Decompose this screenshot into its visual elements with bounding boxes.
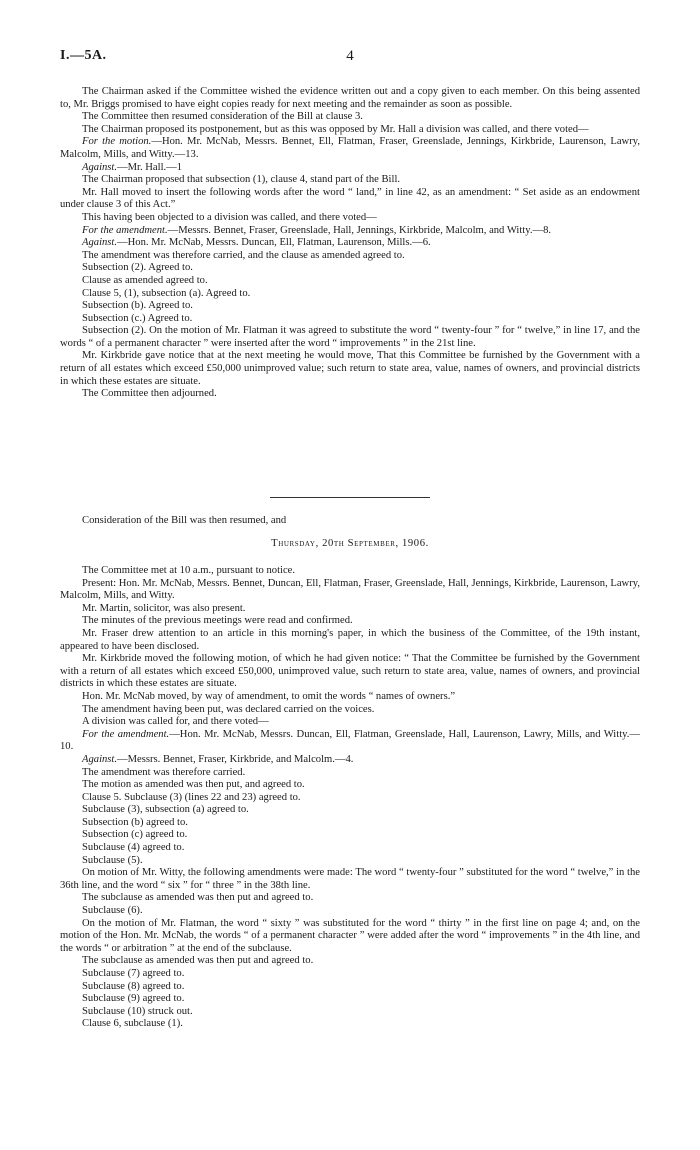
vote-label: Against. xyxy=(82,161,118,173)
paragraph xyxy=(60,136,640,161)
vote-label: For the motion. xyxy=(82,136,152,148)
minutes-section-2 xyxy=(60,565,640,1031)
paragraph xyxy=(60,628,640,653)
paragraph xyxy=(60,955,640,968)
paragraph xyxy=(60,288,640,301)
paragraph-text: Clause 5, (1), subsection (a). Agreed to. xyxy=(82,287,251,299)
paragraph xyxy=(60,162,640,175)
paragraph-text: The minutes of the previous meetings were read and confirmed. xyxy=(82,615,353,627)
paragraph xyxy=(60,111,640,124)
paragraph xyxy=(60,212,640,225)
paragraph-text: Clause 6, subclause (1). xyxy=(82,1018,183,1030)
paragraph-text: The amendment was therefore carried. xyxy=(82,766,246,778)
paragraph-text: Mr. Hall moved to insert the following words after the word “ land,” in line 42, as an amendment: “ Set aside as an endowment under clause 3 of this Act.” xyxy=(60,186,640,211)
paragraph-text: On the motion of Mr. Flatman, the word “ sixty ” was substituted for the word “ thirty ” in the first line on page 4; and, on the motion of the Hon. Mr. McNab, the words “ of a permanent character ” were added after the word “ improvements ” in the 4th line, and the words “ or arbitration ” at the end of the subclause. xyxy=(60,917,640,954)
paragraph xyxy=(60,578,640,603)
paragraph-text: Subclause (9) agreed to. xyxy=(82,993,185,1005)
paragraph-text: Subsection (c) agreed to. xyxy=(82,829,188,841)
paragraph-text: The amendment having been put, was declared carried on the voices. xyxy=(82,703,375,715)
paragraph-text: The subclause as amended was then put and agreed to. xyxy=(82,955,314,967)
paragraph xyxy=(60,716,640,729)
paragraph xyxy=(60,313,640,326)
vote-label: For the amendment. xyxy=(82,224,168,236)
paragraph xyxy=(60,124,640,137)
paragraph xyxy=(60,187,640,212)
paragraph-text: The Committee met at 10 a.m., pursuant to notice. xyxy=(82,565,296,576)
paragraph-text: —Messrs. Bennet, Fraser, Kirkbride, and Malcolm.—4. xyxy=(117,753,354,765)
paragraph xyxy=(60,918,640,956)
paragraph-text: The amendment was therefore carried, and the clause as amended agreed to. xyxy=(82,249,405,261)
paragraph xyxy=(60,754,640,767)
paragraph-text: On motion of Mr. Witty, the following amendments were made: The word “ twenty-four ” substituted for the word “ twelve,” in the 36th line, and the word “ six ” for “ three ” in the 38th line. xyxy=(60,867,640,891)
paragraph xyxy=(60,300,640,313)
paragraph xyxy=(60,855,640,868)
paragraph-text: The Committee then resumed consideration of the Bill at clause 3. xyxy=(82,111,363,123)
page-number: 4 xyxy=(346,48,354,64)
paragraph-text: Subclause (4) agreed to. xyxy=(82,842,185,854)
paragraph xyxy=(60,691,640,704)
paragraph-text: Subsection (2). Agreed to. xyxy=(82,262,193,274)
paragraph xyxy=(60,792,640,805)
page-header xyxy=(60,48,640,68)
paragraph-text: —Hon. Mr. McNab, Messrs. Duncan, Ell, Flatman, Laurenson, Mills.—6. xyxy=(117,237,431,249)
paragraph xyxy=(60,350,640,388)
resumed-line: Consideration of the Bill was then resumed, and xyxy=(82,515,287,526)
paragraph-text: Subclause (3), subsection (a) agreed to. xyxy=(82,804,249,816)
paragraph xyxy=(60,86,640,111)
paragraph-text: —Hon. Mr. McNab, Messrs. Bennet, Ell, Flatman, Fraser, Greenslade, Jennings, Kirkbride, Laurenson, Lawry, Malcolm, Mills, and Witty.—13. xyxy=(60,136,640,160)
paragraph xyxy=(60,767,640,780)
paragraph-text: —Messrs. Bennet, Fraser, Greenslade, Hall, Jennings, Kirkbride, Malcolm, and Witty.—8. xyxy=(167,224,552,236)
paragraph-text: Hon. Mr. McNab moved, by way of amendment, to omit the words “ names of owners.” xyxy=(82,690,456,702)
paragraph-text: Subsection (b) agreed to. xyxy=(82,816,188,828)
paragraph-text: —Mr. Hall.—1 xyxy=(117,161,183,173)
paragraph-text: A division was called for, and there voted— xyxy=(82,716,269,728)
paragraph xyxy=(60,225,640,238)
paragraph xyxy=(60,981,640,994)
paragraph xyxy=(60,704,640,717)
paragraph xyxy=(60,262,640,275)
paragraph-text: Mr. Kirkbride moved the following motion, of which he had given notice: “ That the Committee be furnished by the Government with a return of all estates which exceed £50,000, unimproved value, such return to state area, value, names of owners, and provincial districts in which these estates are situate. xyxy=(60,653,640,690)
document-reference: I.—5A. xyxy=(60,48,107,63)
paragraph-text: Subclause (6). xyxy=(82,905,143,917)
paragraph-text: Mr. Fraser drew attention to an article in this morning's paper, in which the business of the Committee, of the 19th instant, appeared to have been disclosed. xyxy=(60,627,640,652)
paragraph xyxy=(60,968,640,981)
paragraph xyxy=(60,867,640,892)
paragraph xyxy=(60,325,640,350)
paragraph xyxy=(60,993,640,1006)
paragraph-text: Subclause (8) agreed to. xyxy=(82,980,185,992)
paragraph-text: Clause as amended agreed to. xyxy=(82,274,208,286)
paragraph xyxy=(60,779,640,792)
paragraph xyxy=(60,275,640,288)
paragraph xyxy=(60,817,640,830)
paragraph xyxy=(60,615,640,628)
paragraph-text: The Chairman proposed its postponement, but as this was opposed by Mr. Hall a division was called, and there voted— xyxy=(82,123,589,135)
paragraph-text: Mr. Martin, solicitor, was also present. xyxy=(82,602,246,614)
section-divider xyxy=(270,497,430,498)
paragraph-text: Subsection (c.) Agreed to. xyxy=(82,312,193,324)
paragraph xyxy=(60,804,640,817)
paragraph-text: The Chairman asked if the Committee wished the evidence written out and a copy given to each member. On this being assented to, Mr. Briggs promised to have eight copies ready for next meeting and the remainder as soon as possible. xyxy=(60,86,640,110)
paragraph xyxy=(60,250,640,263)
paragraph-text: Subclause (5). xyxy=(82,854,143,866)
paragraph xyxy=(60,388,640,401)
vote-label: Against. xyxy=(82,237,118,249)
paragraph-text: The motion as amended was then put, and agreed to. xyxy=(82,779,305,791)
paragraph-text: Subclause (7) agreed to. xyxy=(82,968,185,979)
vote-label: Against. xyxy=(82,753,118,765)
paragraph-text: Subsection (b). Agreed to. xyxy=(82,300,193,312)
paragraph-text: Subclause (10) struck out. xyxy=(82,1005,193,1017)
paragraph-text: Subsection (2). On the motion of Mr. Flatman it was agreed to substitute the word “ twenty-four ” for “ twelve,” in line 17, and the words “ of a permanent character ” were inserted after the word “ improvements ” in the 21st line. xyxy=(60,325,640,349)
paragraph xyxy=(60,603,640,616)
vote-label: For the amendment. xyxy=(82,728,170,740)
paragraph-text: The Committee then adjourned. xyxy=(82,388,217,400)
paragraph-text: Mr. Kirkbride gave notice that at the next meeting he would move, That this Committee be furnished by the Government with a return of all estates which exceed £50,000 unimproved value; such return to state area, value, names of owners, and provincial districts in which these estates are situate. xyxy=(60,350,640,387)
date-heading: Thursday, 20th September, 1906. xyxy=(271,537,429,549)
paragraph-text: Clause 5. Subclause (3) (lines 22 and 23) agreed to. xyxy=(82,791,301,803)
paragraph xyxy=(60,1006,640,1019)
paragraph xyxy=(60,653,640,691)
paragraph xyxy=(60,842,640,855)
paragraph xyxy=(60,829,640,842)
paragraph xyxy=(60,174,640,187)
paragraph xyxy=(60,565,640,578)
paragraph xyxy=(60,892,640,905)
paragraph xyxy=(60,905,640,918)
resumed-block xyxy=(60,515,640,550)
minutes-section-1 xyxy=(60,86,640,401)
paragraph-text: The subclause as amended was then put and agreed to. xyxy=(82,892,314,904)
paragraph-text: Present: Hon. Mr. McNab, Messrs. Bennet, Duncan, Ell, Flatman, Fraser, Greenslade, Hall, Jennings, Kirkbride, Laurenson, Lawry, Malcolm, Mills, and Witty. xyxy=(60,577,640,602)
paragraph-text: The Chairman proposed that subsection (1), clause 4, stand part of the Bill. xyxy=(82,174,401,186)
paragraph-text: This having been objected to a division was called, and there voted— xyxy=(82,211,377,223)
paragraph xyxy=(60,1018,640,1031)
paragraph-text: —Hon. Mr. McNab, Messrs. Duncan, Ell, Flatman, Greenslade, Hall, Laurenson, Lawry, Mills, and Witty.—10. xyxy=(60,728,640,753)
paragraph xyxy=(60,237,640,250)
paragraph xyxy=(60,729,640,754)
